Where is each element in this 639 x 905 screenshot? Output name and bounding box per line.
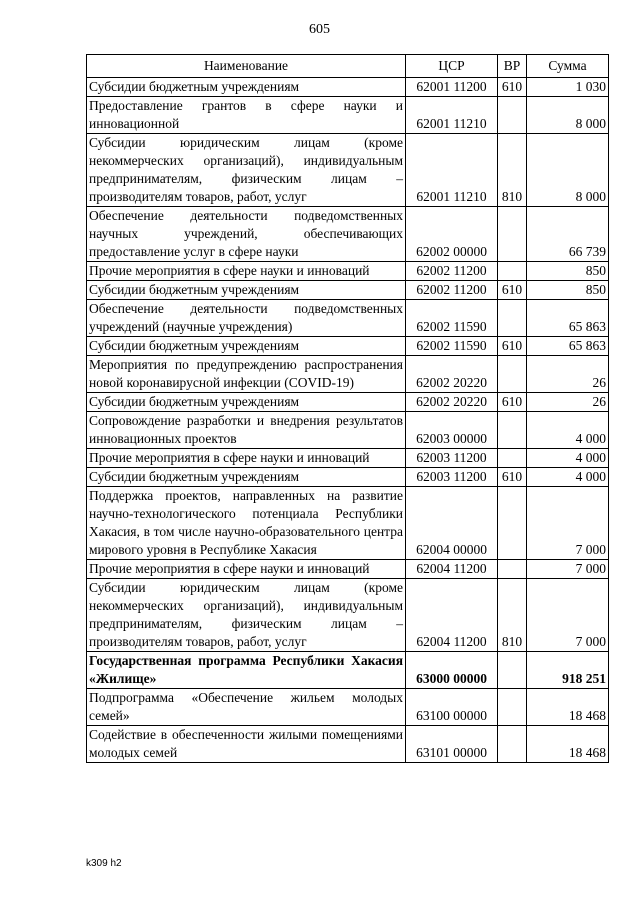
row-sum: 65 863 [527,300,609,337]
row-vr [498,487,527,560]
row-sum: 850 [527,281,609,300]
page-number: 605 [309,22,330,37]
row-name: Субсидии бюджетным учреждениям [87,393,406,412]
row-csr: 62003 11200 [406,449,498,468]
row-csr: 62004 00000 [406,487,498,560]
row-csr: 62002 11200 [406,281,498,300]
row-vr: 610 [498,468,527,487]
table-header [87,55,609,78]
row-sum: 4 000 [527,449,609,468]
row-csr: 62003 00000 [406,412,498,449]
row-name: Субсидии бюджетным учреждениям [87,78,406,97]
row-csr: 62001 11200 [406,78,498,97]
row-name: Обеспечение деятельности подведомственных учреждений (научные учреждения) [87,300,406,337]
row-sum: 918 251 [527,652,609,689]
row-vr: 810 [498,579,527,652]
row-csr: 62002 00000 [406,207,498,262]
row-vr [498,97,527,134]
table-row [87,652,609,689]
row-name: Государственная программа Республики Хакасия «Жилище» [87,652,406,689]
row-sum: 7 000 [527,579,609,652]
table-row [87,468,609,487]
row-sum: 26 [527,393,609,412]
table-body [87,78,609,763]
row-vr: 610 [498,393,527,412]
row-name: Поддержка проектов, направленных на развитие научно-технологического потенциала Республики Хакасия, в том числе научно-образовательного центра мирового уровня в Республике Хакасия [87,487,406,560]
row-name: Субсидии юридическим лицам (кроме некоммерческих организаций), индивидуальным предпринимателям, физическим лицам – производителям товаров, работ, услуг [87,579,406,652]
table-row [87,689,609,726]
budget-table [86,54,609,763]
row-vr: 610 [498,337,527,356]
row-csr: 62002 11590 [406,337,498,356]
header-sum: Сумма [527,55,609,78]
table-row [87,726,609,763]
row-sum: 4 000 [527,412,609,449]
row-name: Субсидии бюджетным учреждениям [87,337,406,356]
row-vr [498,262,527,281]
row-vr [498,689,527,726]
row-sum: 26 [527,356,609,393]
row-csr: 63000 00000 [406,652,498,689]
table-row [87,449,609,468]
table-row [87,393,609,412]
table-row [87,560,609,579]
row-csr: 62003 11200 [406,468,498,487]
row-sum: 4 000 [527,468,609,487]
row-csr: 62002 11200 [406,262,498,281]
row-name: Субсидии бюджетным учреждениям [87,468,406,487]
row-vr [498,449,527,468]
row-name: Содействие в обеспеченности жилыми помещениями молодых семей [87,726,406,763]
table-row [87,337,609,356]
row-sum: 18 468 [527,689,609,726]
row-csr: 62001 11210 [406,134,498,207]
row-csr: 62002 20220 [406,393,498,412]
row-name: Прочие мероприятия в сфере науки и инноваций [87,560,406,579]
row-vr [498,652,527,689]
footer-code: k309 h2 [86,858,122,869]
table-row [87,579,609,652]
row-sum: 850 [527,262,609,281]
row-csr: 63100 00000 [406,689,498,726]
row-vr [498,207,527,262]
row-name: Подпрограмма «Обеспечение жильем молодых семей» [87,689,406,726]
row-csr: 62002 20220 [406,356,498,393]
row-csr: 62001 11210 [406,97,498,134]
row-csr: 62002 11590 [406,300,498,337]
row-vr: 810 [498,134,527,207]
table-row [87,412,609,449]
row-sum: 7 000 [527,560,609,579]
row-csr: 63101 00000 [406,726,498,763]
row-vr: 610 [498,78,527,97]
table-row [87,78,609,97]
header-csr: ЦСР [406,55,498,78]
row-vr [498,356,527,393]
row-sum: 1 030 [527,78,609,97]
header-vr: ВР [498,55,527,78]
row-name: Предоставление грантов в сфере науки и инновационной [87,97,406,134]
row-vr [498,726,527,763]
row-sum: 8 000 [527,97,609,134]
row-name: Субсидии юридическим лицам (кроме некоммерческих организаций), индивидуальным предпринимателям, физическим лицам – производителям товаров, работ, услуг [87,134,406,207]
row-vr [498,560,527,579]
row-sum: 8 000 [527,134,609,207]
table-row [87,356,609,393]
table-row [87,262,609,281]
row-name: Обеспечение деятельности подведомственных научных учреждений, обеспечивающих предоставление услуг в сфере науки [87,207,406,262]
row-name: Прочие мероприятия в сфере науки и инноваций [87,262,406,281]
row-vr [498,412,527,449]
row-vr [498,300,527,337]
row-name: Прочие мероприятия в сфере науки и инноваций [87,449,406,468]
row-vr: 610 [498,281,527,300]
row-csr: 62004 11200 [406,560,498,579]
row-name: Сопровождение разработки и внедрения результатов инновационных проектов [87,412,406,449]
row-sum: 18 468 [527,726,609,763]
row-name: Мероприятия по предупреждению распространения новой коронавирусной инфекции (COVID-19) [87,356,406,393]
table-row [87,300,609,337]
table-row [87,207,609,262]
header-name: Наименование [87,55,406,78]
table-row [87,134,609,207]
row-name: Субсидии бюджетным учреждениям [87,281,406,300]
row-sum: 7 000 [527,487,609,560]
row-sum: 66 739 [527,207,609,262]
table-row [87,487,609,560]
table-row [87,97,609,134]
table-row [87,281,609,300]
row-sum: 65 863 [527,337,609,356]
row-csr: 62004 11200 [406,579,498,652]
